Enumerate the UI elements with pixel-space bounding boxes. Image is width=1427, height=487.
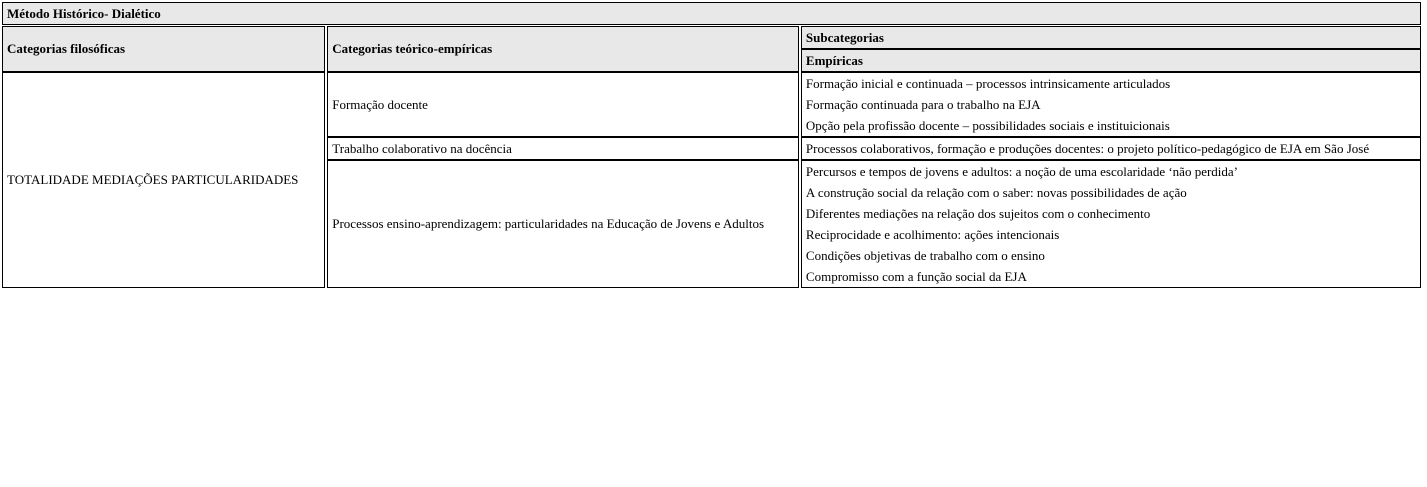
subcategory-item: Formação continuada para o trabalho na EJA: [801, 94, 1421, 115]
categories-table: [0, 2, 1423, 288]
table-title: Método Histórico- Dialético: [2, 2, 1421, 25]
header-philosophical-categories: Categorias filosóficas: [2, 26, 325, 72]
subcategory-item: Reciprocidade e acolhimento: ações intencionais: [801, 224, 1421, 245]
category-processos-ensino-aprendizagem: Processos ensino-aprendizagem: particularidades na Educação de Jovens e Adultos: [327, 160, 799, 288]
header-empirical: Empíricas: [801, 49, 1421, 72]
subcategory-item: Processos colaborativos, formação e produções docentes: o projeto político-pedagógico de EJA em São José: [801, 137, 1421, 160]
header-subcategories: Subcategorias: [801, 26, 1421, 49]
philosophical-category-cell: TOTALIDADE MEDIAÇÕES PARTICULARIDADES: [2, 72, 325, 288]
categories-table-wrapper: [2, 2, 1425, 288]
subcategory-item: Formação inicial e continuada – processos intrinsicamente articulados: [801, 72, 1421, 94]
subcategory-item: Compromisso com a função social da EJA: [801, 266, 1421, 288]
header-theoretical-empirical-categories: Categorias teórico-empíricas: [327, 26, 799, 72]
subcategory-item: Diferentes mediações na relação dos sujeitos com o conhecimento: [801, 203, 1421, 224]
category-formacao-docente: Formação docente: [327, 72, 799, 137]
subcategory-item: A construção social da relação com o saber: novas possibilidades de ação: [801, 182, 1421, 203]
category-trabalho-colaborativo: Trabalho colaborativo na docência: [327, 137, 799, 160]
subcategory-item: Opção pela profissão docente – possibilidades sociais e instituicionais: [801, 115, 1421, 137]
subcategory-item: Condições objetivas de trabalho com o ensino: [801, 245, 1421, 266]
subcategory-item: Percursos e tempos de jovens e adultos: a noção de uma escolaridade ‘não perdida’: [801, 160, 1421, 182]
